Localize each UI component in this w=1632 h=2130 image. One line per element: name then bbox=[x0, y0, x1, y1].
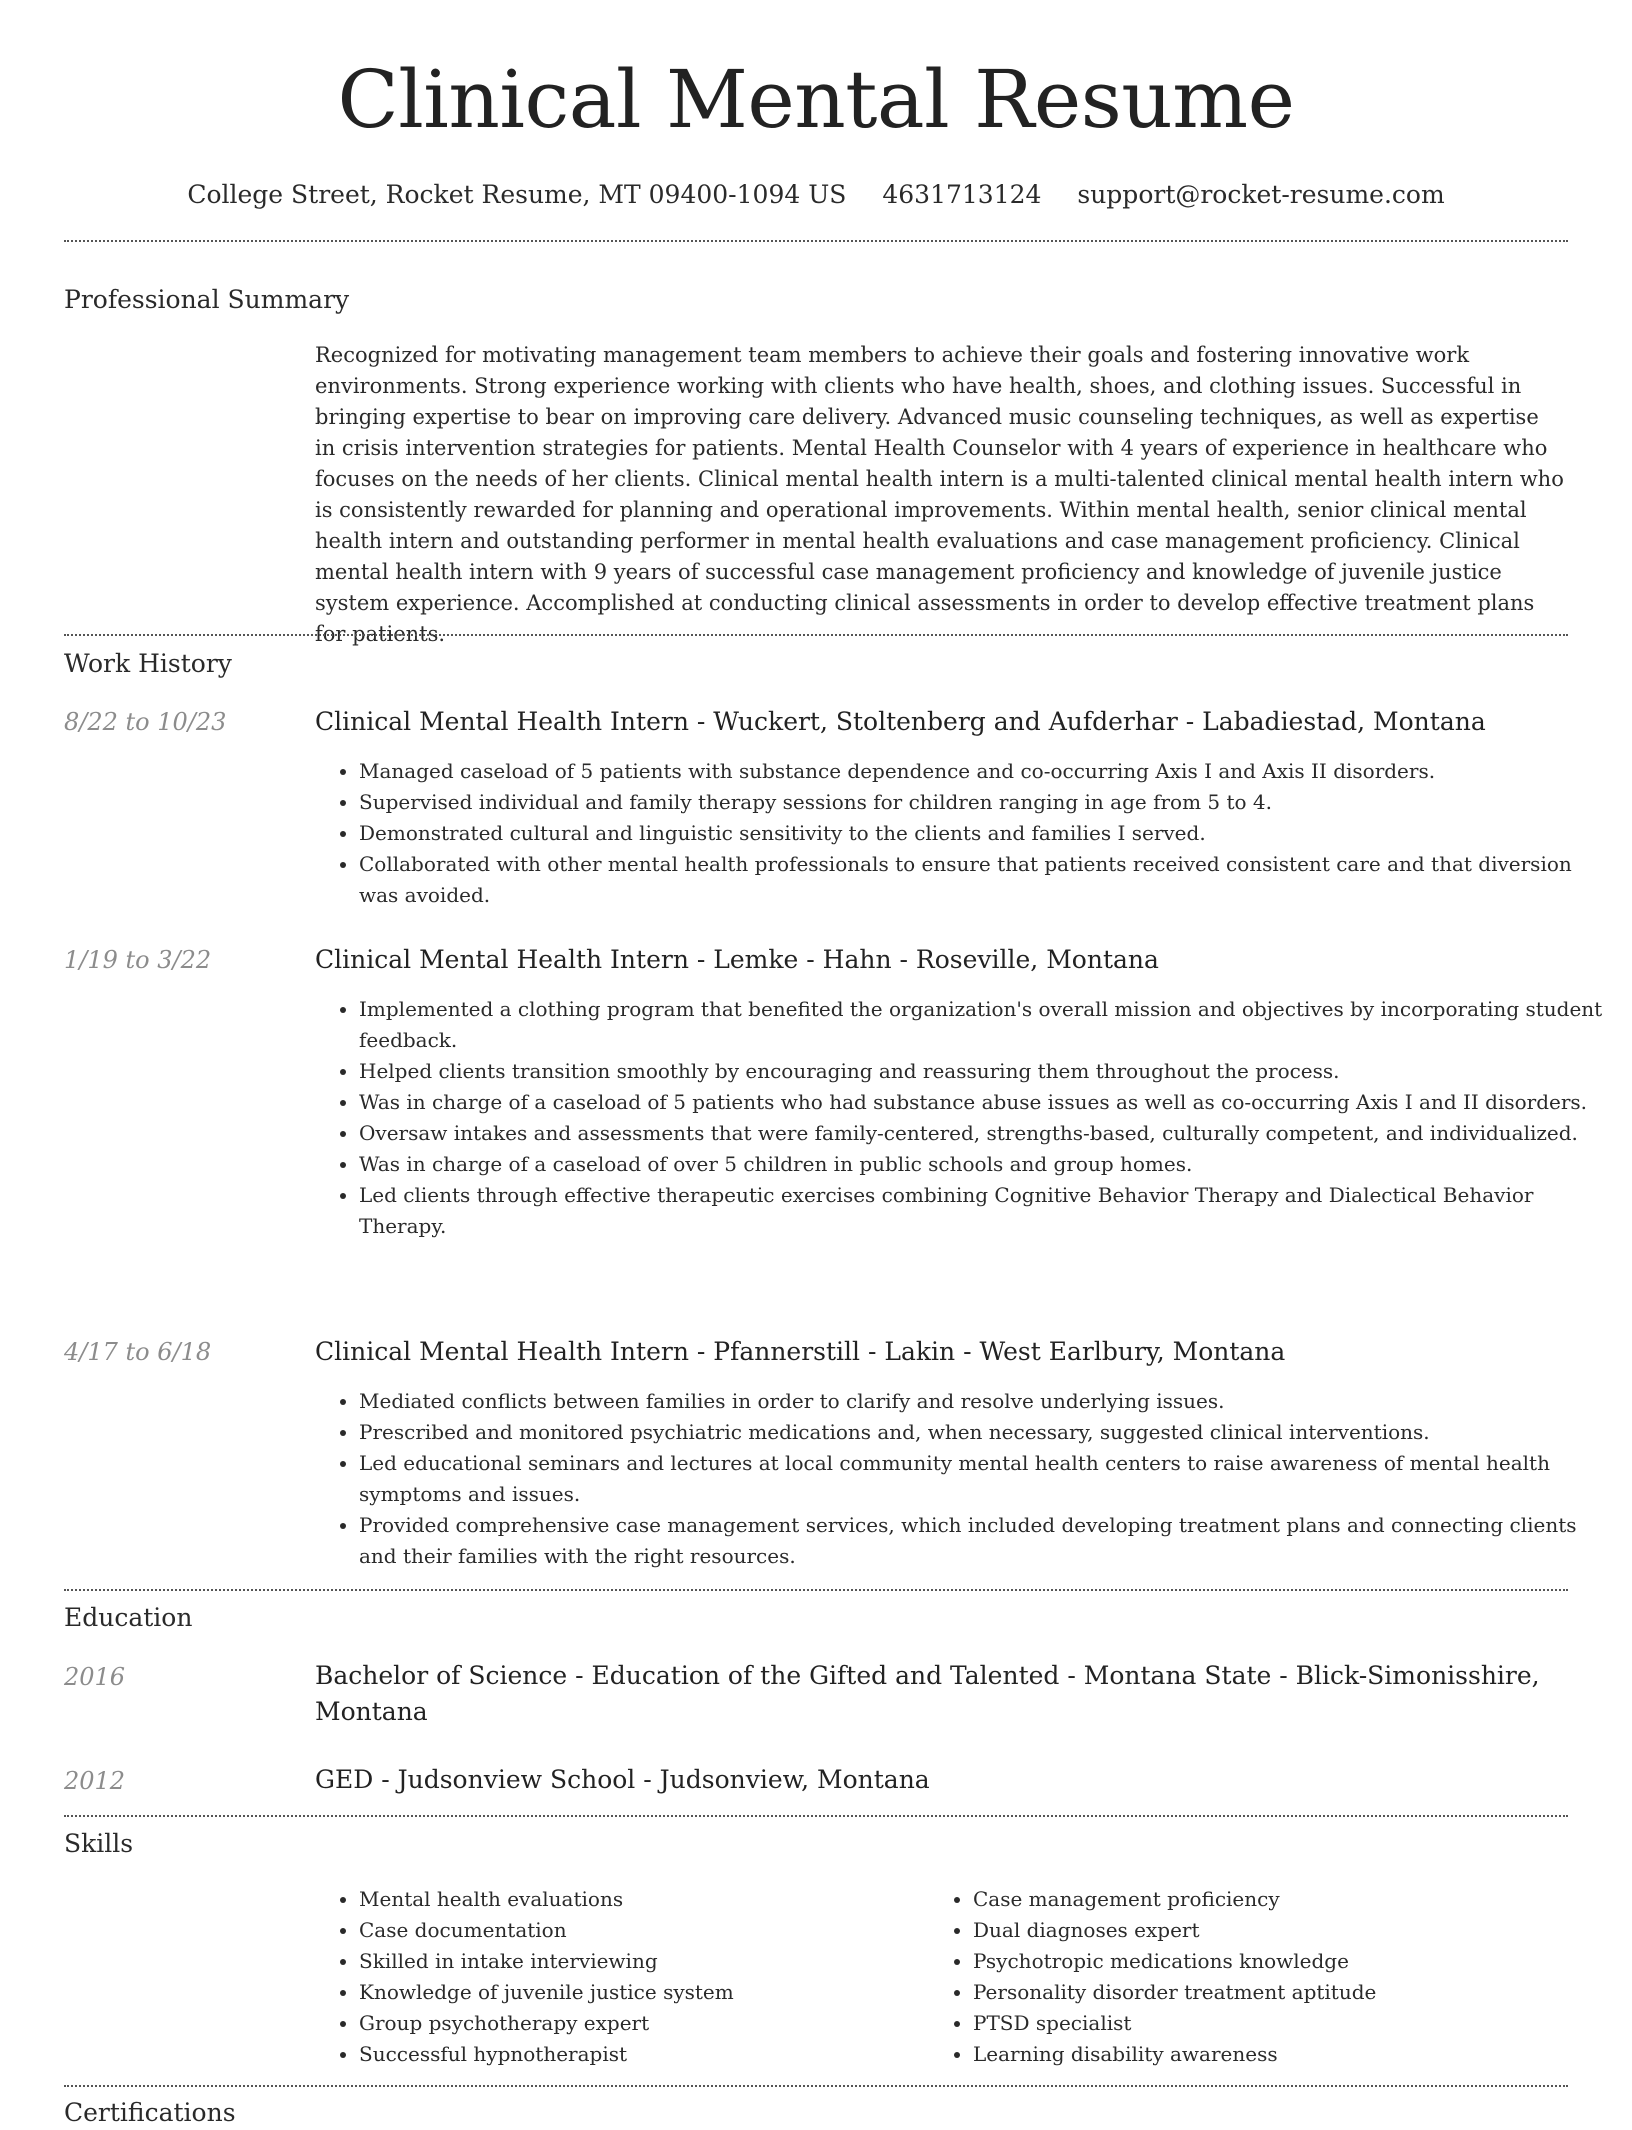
skill-item: • Case management proficiency bbox=[973, 1884, 1593, 1915]
summary-text: Recognized for motivating management team members to achieve their goals and fostering innovative work environments. Strong experience working with clients who have health, shoes, and clothing issues. Successful in bringing expertise to bear on improving care delivery. Advanced music counseling techniques, as well as expertise in crisis intervention strategies for patients. Mental Health Counselor with 4 years of experience in healthcare who focuses on the needs of her clients. Clinical mental health intern is a multi-talented clinical mental health intern who is consistently rewarded for planning and operational improvements. Within mental health, senior clinical mental health intern and outstanding performer in mental health evaluations and case management proficiency. Clinical mental health intern with 9 years of successful case management proficiency and knowledge of juvenile justice system experience. Accomplished at conducting clinical assessments in order to develop effective treatment plans for patients. bbox=[315, 343, 1564, 646]
job-bullet: • Helped clients transition smoothly by encouraging and reassuring them throughout the process. bbox=[359, 1056, 1609, 1087]
job-bullet: • Supervised individual and family therapy sessions for children ranging in age from 5 to 4. bbox=[359, 787, 1609, 818]
contact-email: support@rocket-resume.com bbox=[1077, 180, 1445, 209]
skill-item: • Skilled in intake interviewing bbox=[359, 1946, 939, 1977]
job-title: Clinical Mental Health Intern - Pfannerstill - Lakin - West Earlbury, Montana bbox=[315, 1337, 1286, 1366]
section-divider bbox=[64, 1815, 1568, 1817]
job-bullet: • Was in charge of a caseload of 5 patients who had substance abuse issues as well as co-occurring Axis I and II disorders. bbox=[359, 1087, 1609, 1118]
job-bullet: • Implemented a clothing program that benefited the organization's overall mission and objectives by incorporating student feedback. bbox=[359, 994, 1609, 1056]
job-bullet: • Mediated conflicts between families in order to clarify and resolve underlying issues. bbox=[359, 1386, 1609, 1417]
job-dates: 4/17 to 6/18 bbox=[64, 1338, 212, 1366]
job-bullet: • Was in charge of a caseload of over 5 children in public schools and group homes. bbox=[359, 1149, 1609, 1180]
skill-item: • Successful hypnotherapist bbox=[359, 2039, 939, 2070]
section-title-skills: Skills bbox=[64, 1829, 134, 1858]
job-bullet: • Provided comprehensive case management services, which included developing treatment plans and connecting clients and their families with the right resources. bbox=[359, 1510, 1609, 1572]
skill-item: • Case documentation bbox=[359, 1915, 939, 1946]
job-bullet: • Led clients through effective therapeutic exercises combining Cognitive Behavior Therapy and Dialectical Behavior Therapy. bbox=[359, 1180, 1609, 1242]
skills-list-right bbox=[929, 1884, 1593, 2070]
skill-item: • PTSD specialist bbox=[973, 2008, 1593, 2039]
job-bullet: • Prescribed and monitored psychiatric medications and, when necessary, suggested clinical interventions. bbox=[359, 1417, 1609, 1448]
skill-item: • Dual diagnoses expert bbox=[973, 1915, 1593, 1946]
section-title-summary: Professional Summary bbox=[64, 285, 350, 314]
contact-phone: 4631713124 bbox=[882, 180, 1042, 209]
section-title-certifications: Certifications bbox=[64, 2098, 236, 2127]
section-title-work: Work History bbox=[64, 649, 232, 678]
job-bullets bbox=[315, 1386, 1609, 1572]
job-bullet: • Collaborated with other mental health professionals to ensure that patients received consistent care and that diversion was avoided. bbox=[359, 849, 1609, 911]
job-bullet: • Demonstrated cultural and linguistic sensitivity to the clients and families I served. bbox=[359, 818, 1609, 849]
education-year: 2016 bbox=[64, 1663, 126, 1691]
education-year: 2012 bbox=[64, 1767, 126, 1795]
job-bullets bbox=[315, 994, 1609, 1242]
contact-line bbox=[0, 178, 1632, 212]
resume-name: Clinical Mental Resume bbox=[337, 53, 1295, 146]
skill-item: • Psychotropic medications knowledge bbox=[973, 1946, 1593, 1977]
skill-item: • Mental health evaluations bbox=[359, 1884, 939, 1915]
education-entry: GED - Judsonview School - Judsonview, Montana bbox=[315, 1765, 930, 1794]
job-bullet: • Oversaw intakes and assessments that were family-centered, strengths-based, culturally competent, and individualized. bbox=[359, 1118, 1609, 1149]
section-divider bbox=[64, 240, 1568, 242]
job-bullets bbox=[315, 756, 1609, 911]
section-divider bbox=[64, 1589, 1568, 1591]
section-divider bbox=[64, 2085, 1568, 2087]
job-bullet: • Managed caseload of 5 patients with substance dependence and co-occurring Axis I and Axis II disorders. bbox=[359, 756, 1609, 787]
job-title: Clinical Mental Health Intern - Lemke - Hahn - Roseville, Montana bbox=[315, 945, 1159, 974]
job-dates: 8/22 to 10/23 bbox=[64, 708, 227, 736]
skill-item: • Personality disorder treatment aptitude bbox=[973, 1977, 1593, 2008]
job-title: Clinical Mental Health Intern - Wuckert, Stoltenberg and Aufderhar - Labadiestad, Montana bbox=[315, 707, 1486, 736]
job-bullet: • Led educational seminars and lectures at local community mental health centers to raise awareness of mental health symptoms and issues. bbox=[359, 1448, 1609, 1510]
job-dates: 1/19 to 3/22 bbox=[64, 946, 212, 974]
skill-item: • Learning disability awareness bbox=[973, 2039, 1593, 2070]
resume-header bbox=[0, 0, 1632, 212]
skill-item: • Knowledge of juvenile justice system bbox=[359, 1977, 939, 2008]
section-title-education: Education bbox=[64, 1603, 193, 1632]
contact-address: College Street, Rocket Resume, MT 09400-1094 US bbox=[187, 180, 847, 209]
skill-item: • Group psychotherapy expert bbox=[359, 2008, 939, 2039]
education-entry: Bachelor of Science - Education of the Gifted and Talented - Montana State - Blick-Simonisshire, Montana bbox=[315, 1661, 1540, 1726]
skills-list-left bbox=[315, 1884, 939, 2070]
section-divider bbox=[64, 634, 1568, 636]
